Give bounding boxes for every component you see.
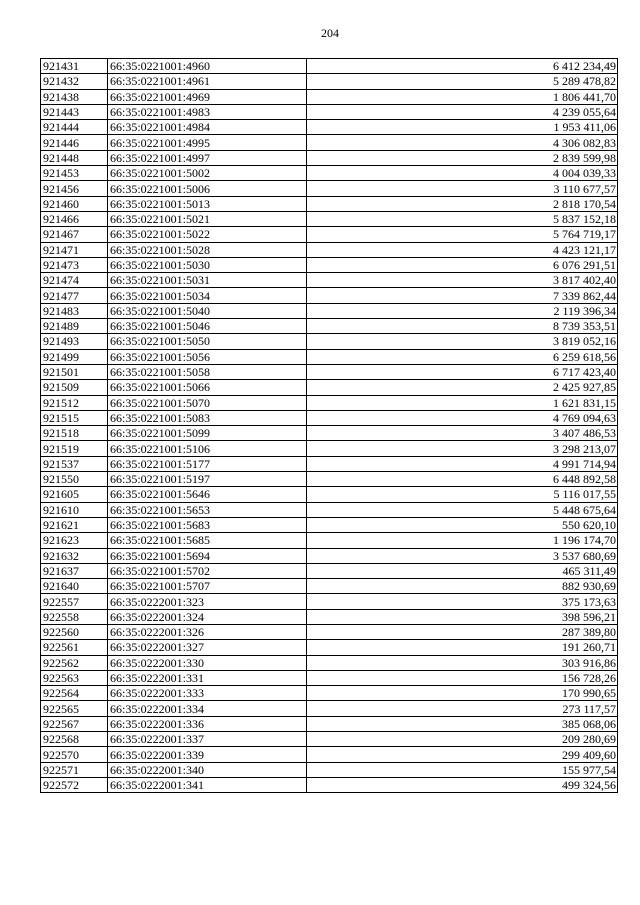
- row-id-cell: 922572: [41, 777, 108, 792]
- cadastral-number-cell: 66:35:0221001:5034: [108, 288, 307, 303]
- row-id-cell: 921501: [41, 364, 108, 379]
- row-id-cell: 921431: [41, 59, 108, 74]
- row-id-cell: 921466: [41, 211, 108, 226]
- row-id-cell: 921515: [41, 410, 108, 425]
- cadastral-number-cell: 66:35:0222001:334: [108, 701, 307, 716]
- table-row: [41, 166, 618, 181]
- cadastral-value-cell: 3 819 052,16: [307, 334, 618, 349]
- row-id-cell: 922568: [41, 732, 108, 747]
- table-row: [41, 150, 618, 165]
- row-id-cell: 922561: [41, 640, 108, 655]
- row-id-cell: 921444: [41, 120, 108, 135]
- cadastral-number-cell: 66:35:0221001:5683: [108, 517, 307, 532]
- cadastral-number-cell: 66:35:0221001:5046: [108, 319, 307, 334]
- cadastral-number-cell: 66:35:0222001:336: [108, 716, 307, 731]
- cadastral-value-cell: 6 412 234,49: [307, 59, 618, 74]
- table-row: [41, 364, 618, 379]
- row-id-cell: 922564: [41, 686, 108, 701]
- cadastral-value-cell: 1 953 411,06: [307, 120, 618, 135]
- row-id-cell: 921432: [41, 74, 108, 89]
- cadastral-value-cell: 3 537 680,69: [307, 548, 618, 563]
- table-row: [41, 135, 618, 150]
- cadastral-number-cell: 66:35:0221001:5022: [108, 227, 307, 242]
- table-row: [41, 395, 618, 410]
- cadastral-value-cell: 882 930,69: [307, 579, 618, 594]
- row-id-cell: 921623: [41, 533, 108, 548]
- cadastral-value-cell: 3 407 486,53: [307, 426, 618, 441]
- cadastral-number-cell: 66:35:0221001:5106: [108, 441, 307, 456]
- row-id-cell: 921474: [41, 273, 108, 288]
- cadastral-value-cell: 1 196 174,70: [307, 533, 618, 548]
- cadastral-number-cell: 66:35:0221001:5050: [108, 334, 307, 349]
- table-row: [41, 716, 618, 731]
- cadastral-number-cell: 66:35:0221001:5177: [108, 456, 307, 471]
- row-id-cell: 921621: [41, 517, 108, 532]
- table-row: [41, 242, 618, 257]
- cadastral-number-cell: 66:35:0221001:5058: [108, 364, 307, 379]
- cadastral-number-cell: 66:35:0221001:5013: [108, 196, 307, 211]
- row-id-cell: 921637: [41, 563, 108, 578]
- cadastral-number-cell: 66:35:0222001:327: [108, 640, 307, 655]
- cadastral-number-cell: 66:35:0222001:341: [108, 777, 307, 792]
- table-row: [41, 517, 618, 532]
- cadastral-value-cell: 2 119 396,34: [307, 303, 618, 318]
- row-id-cell: 921448: [41, 150, 108, 165]
- table-row: [41, 441, 618, 456]
- cadastral-number-cell: 66:35:0221001:4984: [108, 120, 307, 135]
- cadastral-value-cell: 3 817 402,40: [307, 273, 618, 288]
- cadastral-number-cell: 66:35:0221001:4961: [108, 74, 307, 89]
- cadastral-number-cell: 66:35:0222001:337: [108, 732, 307, 747]
- cadastral-number-cell: 66:35:0221001:5694: [108, 548, 307, 563]
- cadastral-value-cell: 1 621 831,15: [307, 395, 618, 410]
- cadastral-value-cell: 6 717 423,40: [307, 364, 618, 379]
- table-row: [41, 624, 618, 639]
- cadastral-number-cell: 66:35:0221001:5707: [108, 579, 307, 594]
- cadastral-value-cell: 8 739 353,51: [307, 319, 618, 334]
- cadastral-number-cell: 66:35:0221001:5030: [108, 257, 307, 272]
- cadastral-number-cell: 66:35:0221001:5646: [108, 487, 307, 502]
- cadastral-value-cell: 550 620,10: [307, 517, 618, 532]
- cadastral-value-cell: 155 977,54: [307, 762, 618, 777]
- cadastral-number-cell: 66:35:0221001:4983: [108, 104, 307, 119]
- cadastral-value-cell: 287 389,80: [307, 624, 618, 639]
- cadastral-number-cell: 66:35:0222001:330: [108, 655, 307, 670]
- cadastral-number-cell: 66:35:0222001:326: [108, 624, 307, 639]
- cadastral-value-cell: 170 990,65: [307, 686, 618, 701]
- row-id-cell: 922570: [41, 747, 108, 762]
- cadastral-number-cell: 66:35:0222001:339: [108, 747, 307, 762]
- table-row: [41, 303, 618, 318]
- table-row: [41, 181, 618, 196]
- cadastral-number-cell: 66:35:0221001:4995: [108, 135, 307, 150]
- table-row: [41, 288, 618, 303]
- cadastral-value-cell: 2 425 927,85: [307, 380, 618, 395]
- cadastral-number-cell: 66:35:0221001:5702: [108, 563, 307, 578]
- cadastral-value-cell: 156 728,26: [307, 670, 618, 685]
- table-row: [41, 89, 618, 104]
- cadastral-number-cell: 66:35:0221001:5685: [108, 533, 307, 548]
- row-id-cell: 921537: [41, 456, 108, 471]
- row-id-cell: 921467: [41, 227, 108, 242]
- table-row: [41, 732, 618, 747]
- cadastral-number-cell: 66:35:0221001:5099: [108, 426, 307, 441]
- table-row: [41, 548, 618, 563]
- row-id-cell: 921610: [41, 502, 108, 517]
- cadastral-number-cell: 66:35:0221001:4960: [108, 59, 307, 74]
- cadastral-number-cell: 66:35:0221001:5006: [108, 181, 307, 196]
- cadastral-number-cell: 66:35:0221001:5653: [108, 502, 307, 517]
- page-number: 204: [321, 26, 339, 40]
- cadastral-value-table: [40, 58, 618, 793]
- cadastral-value-cell: 2 839 599,98: [307, 150, 618, 165]
- cadastral-value-cell: 465 311,49: [307, 563, 618, 578]
- table-row: [41, 594, 618, 609]
- table-row: [41, 777, 618, 792]
- table-row: [41, 701, 618, 716]
- table-row: [41, 227, 618, 242]
- cadastral-value-cell: 4 239 055,64: [307, 104, 618, 119]
- cadastral-number-cell: 66:35:0222001:323: [108, 594, 307, 609]
- cadastral-value-cell: 303 916,86: [307, 655, 618, 670]
- cadastral-value-cell: 3 298 213,07: [307, 441, 618, 456]
- row-id-cell: 921471: [41, 242, 108, 257]
- table-row: [41, 640, 618, 655]
- row-id-cell: 921632: [41, 548, 108, 563]
- cadastral-number-cell: 66:35:0221001:5028: [108, 242, 307, 257]
- row-id-cell: 921456: [41, 181, 108, 196]
- cadastral-value-cell: 4 306 082,83: [307, 135, 618, 150]
- table-row: [41, 747, 618, 762]
- row-id-cell: 921483: [41, 303, 108, 318]
- row-id-cell: 921443: [41, 104, 108, 119]
- cadastral-value-cell: 385 068,06: [307, 716, 618, 731]
- table-row: [41, 487, 618, 502]
- row-id-cell: 921518: [41, 426, 108, 441]
- cadastral-number-cell: 66:35:0221001:5197: [108, 472, 307, 487]
- cadastral-value-cell: 6 076 291,51: [307, 257, 618, 272]
- cadastral-value-cell: 4 423 121,17: [307, 242, 618, 257]
- cadastral-value-cell: 273 117,57: [307, 701, 618, 716]
- cadastral-number-cell: 66:35:0221001:5083: [108, 410, 307, 425]
- table-row: [41, 410, 618, 425]
- row-id-cell: 922563: [41, 670, 108, 685]
- row-id-cell: 921453: [41, 166, 108, 181]
- table-row: [41, 502, 618, 517]
- row-id-cell: 922562: [41, 655, 108, 670]
- cadastral-value-cell: 7 339 862,44: [307, 288, 618, 303]
- row-id-cell: 921460: [41, 196, 108, 211]
- cadastral-number-cell: 66:35:0222001:340: [108, 762, 307, 777]
- cadastral-value-cell: 299 409,60: [307, 747, 618, 762]
- table-row: [41, 120, 618, 135]
- table-row: [41, 349, 618, 364]
- table-row: [41, 456, 618, 471]
- cadastral-value-cell: 6 448 892,58: [307, 472, 618, 487]
- table-row: [41, 196, 618, 211]
- cadastral-value-cell: 5 764 719,17: [307, 227, 618, 242]
- row-id-cell: 921499: [41, 349, 108, 364]
- row-id-cell: 922567: [41, 716, 108, 731]
- cadastral-value-cell: 1 806 441,70: [307, 89, 618, 104]
- table-row: [41, 426, 618, 441]
- cadastral-number-cell: 66:35:0221001:5056: [108, 349, 307, 364]
- row-id-cell: 921473: [41, 257, 108, 272]
- cadastral-number-cell: 66:35:0221001:5070: [108, 395, 307, 410]
- cadastral-number-cell: 66:35:0222001:331: [108, 670, 307, 685]
- table-row: [41, 334, 618, 349]
- cadastral-value-cell: 191 260,71: [307, 640, 618, 655]
- table-row: [41, 257, 618, 272]
- cadastral-number-cell: 66:35:0221001:5040: [108, 303, 307, 318]
- row-id-cell: 922557: [41, 594, 108, 609]
- table-row: [41, 59, 618, 74]
- cadastral-value-cell: 5 448 675,64: [307, 502, 618, 517]
- cadastral-value-cell: 6 259 618,56: [307, 349, 618, 364]
- row-id-cell: 921438: [41, 89, 108, 104]
- row-id-cell: 921550: [41, 472, 108, 487]
- cadastral-value-cell: 499 324,56: [307, 777, 618, 792]
- cadastral-value-cell: 5 837 152,18: [307, 211, 618, 226]
- row-id-cell: 921446: [41, 135, 108, 150]
- cadastral-number-cell: 66:35:0221001:4997: [108, 150, 307, 165]
- row-id-cell: 922558: [41, 609, 108, 624]
- row-id-cell: 921509: [41, 380, 108, 395]
- cadastral-number-cell: 66:35:0221001:5066: [108, 380, 307, 395]
- table-row: [41, 380, 618, 395]
- cadastral-value-cell: 4 769 094,63: [307, 410, 618, 425]
- table-row: [41, 670, 618, 685]
- table-row: [41, 211, 618, 226]
- row-id-cell: 921489: [41, 319, 108, 334]
- cadastral-number-cell: 66:35:0222001:333: [108, 686, 307, 701]
- row-id-cell: 921640: [41, 579, 108, 594]
- table-row: [41, 74, 618, 89]
- table-row: [41, 686, 618, 701]
- cadastral-number-cell: 66:35:0221001:4969: [108, 89, 307, 104]
- table-row: [41, 533, 618, 548]
- row-id-cell: 921605: [41, 487, 108, 502]
- cadastral-number-cell: 66:35:0221001:5002: [108, 166, 307, 181]
- row-id-cell: 922560: [41, 624, 108, 639]
- cadastral-value-cell: 209 280,69: [307, 732, 618, 747]
- row-id-cell: 922565: [41, 701, 108, 716]
- cadastral-value-cell: 375 173,63: [307, 594, 618, 609]
- row-id-cell: 921493: [41, 334, 108, 349]
- cadastral-value-cell: 3 110 677,57: [307, 181, 618, 196]
- table-row: [41, 563, 618, 578]
- cadastral-value-cell: 4 991 714,94: [307, 456, 618, 471]
- cadastral-value-cell: 2 818 170,54: [307, 196, 618, 211]
- table-row: [41, 472, 618, 487]
- cadastral-value-cell: 398 596,21: [307, 609, 618, 624]
- table-row: [41, 762, 618, 777]
- table-body: [41, 59, 618, 793]
- cadastral-number-cell: 66:35:0221001:5031: [108, 273, 307, 288]
- row-id-cell: 921477: [41, 288, 108, 303]
- table-row: [41, 104, 618, 119]
- table-row: [41, 609, 618, 624]
- cadastral-number-cell: 66:35:0222001:324: [108, 609, 307, 624]
- row-id-cell: 921512: [41, 395, 108, 410]
- cadastral-value-cell: 5 116 017,55: [307, 487, 618, 502]
- table-row: [41, 655, 618, 670]
- row-id-cell: 922571: [41, 762, 108, 777]
- cadastral-value-cell: 5 289 478,82: [307, 74, 618, 89]
- table-row: [41, 273, 618, 288]
- cadastral-number-cell: 66:35:0221001:5021: [108, 211, 307, 226]
- table-row: [41, 319, 618, 334]
- table-row: [41, 579, 618, 594]
- row-id-cell: 921519: [41, 441, 108, 456]
- cadastral-value-cell: 4 004 039,33: [307, 166, 618, 181]
